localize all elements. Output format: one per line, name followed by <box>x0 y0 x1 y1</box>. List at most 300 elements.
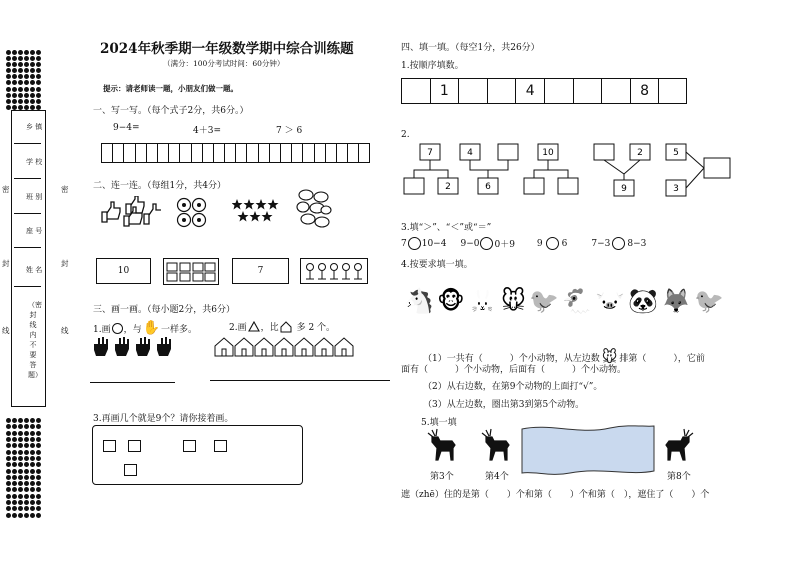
binding-dot <box>18 456 23 461</box>
binding-dot <box>24 487 29 492</box>
binding-dot <box>30 506 35 511</box>
compare-c-left: 9 <box>536 238 543 249</box>
binding-dot <box>24 87 29 92</box>
binding-dot <box>18 93 23 98</box>
binding-dot <box>18 500 23 505</box>
field-line-name[interactable] <box>14 286 41 287</box>
binding-dot <box>6 462 11 467</box>
section3-q2-part1: 2.画 <box>229 323 247 333</box>
match-box-cars[interactable] <box>163 258 219 285</box>
grid-cell[interactable] <box>314 143 325 163</box>
section1-expr2: 4＋3= <box>193 126 221 136</box>
compare-b-right: 0＋9 <box>494 240 515 250</box>
deer-label-3: 第3个 <box>430 472 454 482</box>
side-char-mi-right: 密 <box>61 185 69 194</box>
binding-dot <box>24 443 29 448</box>
split-top-left[interactable] <box>594 144 614 160</box>
binding-dot <box>36 437 41 442</box>
animal-icon[interactable]: 🐦 <box>529 287 559 315</box>
square-shape <box>183 440 196 452</box>
field-line-seat[interactable] <box>14 247 41 248</box>
side-char-xian-right: 线 <box>61 326 69 335</box>
square-shape <box>103 440 116 452</box>
binding-dot <box>6 494 11 499</box>
section1-expr3: 7 ＞ 6 <box>276 126 303 136</box>
page-title: 2024年秋季期一年级数学期中综合训练题 <box>100 41 354 57</box>
field-line-town[interactable] <box>14 143 41 144</box>
compare-circle-b[interactable] <box>480 237 493 250</box>
section1-heading: 一、写一写。（每个式子2分，共6分。） <box>93 106 249 116</box>
sequence-cell[interactable] <box>601 78 630 104</box>
sequence-cell[interactable] <box>544 78 573 104</box>
binding-dot <box>24 74 29 79</box>
match-box-flowers[interactable] <box>300 258 368 284</box>
grid-cell[interactable] <box>202 143 213 163</box>
binding-dot <box>18 437 23 442</box>
binding-dot <box>24 93 29 98</box>
compare-d-right: 8−3 <box>627 238 647 249</box>
sequence-boxes <box>401 78 687 104</box>
binding-dot <box>24 62 29 67</box>
mouse-icon: 🐭 <box>601 348 618 366</box>
q5-text: 遮（zhē）住的是第（ ）个和第（ ）个和第（ ），遮住了（ ）个 <box>401 490 710 500</box>
animal-icon[interactable]: 🐰 <box>467 287 498 315</box>
split-diagrams <box>400 140 740 205</box>
binding-dot <box>6 475 11 480</box>
binding-dot <box>6 431 11 436</box>
split-connector <box>414 160 448 178</box>
binding-dot <box>24 418 29 423</box>
pigs-group <box>296 188 332 230</box>
flowers-icon <box>301 259 367 283</box>
binding-dot <box>12 456 17 461</box>
binding-dot <box>6 418 11 423</box>
balls-group <box>175 197 209 229</box>
binding-dot <box>6 56 11 61</box>
binding-dots-top <box>6 50 40 110</box>
binding-dot <box>6 68 11 73</box>
binding-dot <box>24 513 29 518</box>
binding-dot <box>12 475 17 480</box>
side-char-feng-left: 封 <box>2 259 10 268</box>
split-right[interactable] <box>558 178 578 194</box>
binding-dot <box>6 93 11 98</box>
section3-q3: 3.再画几个就是9个？请你接着画。 <box>93 414 234 424</box>
binding-dot <box>24 462 29 467</box>
binding-dot <box>30 513 35 518</box>
binding-dot <box>30 469 35 474</box>
cover-banner <box>520 423 656 477</box>
field-label-seat: 座 号 <box>26 227 43 235</box>
q4-line4: （3）从左边数，圈出第3到第5个动物。 <box>423 400 585 410</box>
binding-dot <box>24 431 29 436</box>
binding-dot <box>30 56 35 61</box>
sequence-cell: 4 <box>515 78 544 104</box>
binding-dot <box>30 494 35 499</box>
binding-dot <box>12 87 17 92</box>
grid-cell[interactable] <box>135 143 146 163</box>
split-number: 5 <box>673 148 679 158</box>
binding-dot <box>30 462 35 467</box>
binding-dot <box>6 99 11 104</box>
binding-dot <box>6 469 11 474</box>
grid-cell[interactable] <box>191 143 202 163</box>
binding-dot <box>18 56 23 61</box>
grid-cell[interactable] <box>179 143 190 163</box>
binding-dot <box>30 475 35 480</box>
binding-dot <box>12 418 17 423</box>
binding-dot <box>36 99 41 104</box>
binding-dot <box>24 50 29 55</box>
binding-dot <box>24 437 29 442</box>
binding-dot <box>18 487 23 492</box>
grid-cell[interactable] <box>280 143 291 163</box>
field-label-town: 乡 镇 <box>26 123 43 131</box>
binding-dot <box>36 431 41 436</box>
compare-a-left: 7 <box>401 238 407 249</box>
square-shape <box>124 464 137 476</box>
binding-dot <box>18 50 23 55</box>
binding-dot <box>12 443 17 448</box>
animal-icon[interactable]: 🐴 <box>404 287 434 315</box>
houses-row <box>213 336 355 358</box>
binding-dot <box>30 50 35 55</box>
split-number: 4 <box>467 148 473 158</box>
deer-icon <box>663 428 697 472</box>
animal-icon[interactable]: 🐔 <box>562 287 592 315</box>
grid-cell[interactable] <box>123 143 134 163</box>
split-left[interactable] <box>404 178 424 194</box>
binding-dot <box>12 500 17 505</box>
binding-dot <box>18 87 23 92</box>
binding-dot <box>18 475 23 480</box>
grid-cell[interactable] <box>213 143 224 163</box>
binding-dot <box>36 443 41 448</box>
deer-icon <box>424 428 458 472</box>
grid-cell[interactable] <box>157 143 168 163</box>
binding-dot <box>12 437 17 442</box>
binding-dot <box>30 450 35 455</box>
split-number: 6 <box>485 182 491 192</box>
grid-cell[interactable] <box>112 143 123 163</box>
grid-cell[interactable] <box>347 143 358 163</box>
grid-cell[interactable] <box>291 143 302 163</box>
section3-q1-part2: ，与 <box>123 324 142 335</box>
binding-dot <box>36 93 41 98</box>
section3-q1-part1: 1.画 <box>93 324 111 335</box>
binding-dot <box>6 450 11 455</box>
grid-cell[interactable] <box>235 143 246 163</box>
binding-dot <box>12 487 17 492</box>
section3-q2 <box>229 320 335 333</box>
section3-q1-part3: 一样多。 <box>161 324 198 335</box>
binding-dot <box>36 494 41 499</box>
match-box-7[interactable] <box>232 258 289 284</box>
binding-dot <box>6 500 11 505</box>
split-number: 10 <box>542 148 554 158</box>
binding-dot <box>36 450 41 455</box>
binding-dot <box>30 443 35 448</box>
binding-dot <box>24 80 29 85</box>
writing-grid[interactable] <box>101 143 370 163</box>
field-line-school[interactable] <box>14 178 41 179</box>
sequence-cell[interactable] <box>401 78 430 104</box>
binding-dot <box>36 56 41 61</box>
binding-dot <box>36 424 41 429</box>
binding-dot <box>30 80 35 85</box>
animal-icon[interactable]: 🐼 <box>628 287 658 315</box>
binding-dot <box>12 74 17 79</box>
binding-dot <box>6 424 11 429</box>
binding-dot <box>6 513 11 518</box>
animal-icon[interactable]: 🦊 <box>661 287 691 315</box>
compare-circle-a[interactable] <box>408 237 421 250</box>
sequence-cell: 8 <box>630 78 659 104</box>
binding-dot <box>30 437 35 442</box>
split-connector <box>470 160 508 178</box>
binding-dot <box>6 456 11 461</box>
binding-dot <box>36 469 41 474</box>
animal-icon[interactable]: 🐵 <box>437 287 465 315</box>
side-char-xian-left: 线 <box>2 326 10 335</box>
grid-cell[interactable] <box>101 143 112 163</box>
binding-dot <box>18 62 23 67</box>
sequence-cell[interactable] <box>573 78 602 104</box>
binding-dot <box>18 513 23 518</box>
grid-cell[interactable] <box>325 143 336 163</box>
grid-cell[interactable] <box>358 143 369 163</box>
binding-dot <box>18 450 23 455</box>
binding-dot <box>36 506 41 511</box>
side-char-mi-left: 密 <box>2 185 10 194</box>
section3-q1 <box>93 320 197 336</box>
animal-icon[interactable]: 🐭 <box>500 287 526 315</box>
binding-dot <box>6 443 11 448</box>
deer-label-8: 第8个 <box>667 472 691 482</box>
grid-cell[interactable] <box>336 143 347 163</box>
split-left[interactable] <box>524 178 544 194</box>
binding-dot <box>18 469 23 474</box>
binding-dot <box>36 87 41 92</box>
split-number: 2 <box>445 182 451 192</box>
section2-heading: 二、连一连。（每组1分，共4分） <box>93 181 226 191</box>
section4-q4-heading: 4.按要求填一填。 <box>401 260 473 270</box>
q4-line2: 面有（ ）个小动物，后面有（ ）个小动物。 <box>401 365 627 375</box>
split-connector <box>686 152 704 188</box>
triangle-icon <box>248 321 260 332</box>
side-char-feng-right: 封 <box>61 259 69 268</box>
binding-dot <box>18 506 23 511</box>
field-label-name: 姓 名 <box>26 266 43 274</box>
split-number: 2 <box>637 148 643 158</box>
section4-q5-heading: 5.填一填 <box>421 418 457 428</box>
q4-line1-part1: （1）一共有（ ）个小动物，从左边数 <box>423 353 600 364</box>
binding-dot <box>24 469 29 474</box>
binding-dot <box>30 62 35 67</box>
sequence-cell[interactable] <box>458 78 487 104</box>
circle-icon <box>112 323 123 334</box>
thumbs-up-group <box>99 196 161 230</box>
binding-dot <box>6 487 11 492</box>
animal-icon[interactable]: 🐷 <box>595 287 625 315</box>
binding-dot <box>12 513 17 518</box>
binding-dot <box>6 437 11 442</box>
animals-row[interactable] <box>404 283 724 319</box>
binding-dot <box>30 500 35 505</box>
q4-line1-part2: 排第（ ），它前 <box>619 353 705 364</box>
deer-icon <box>478 428 512 472</box>
page-subtitle: （满分：100分考试时间：60分钟） <box>163 59 285 68</box>
grid-cell[interactable] <box>302 143 313 163</box>
field-label-class: 班 别 <box>26 193 43 201</box>
cars-icon <box>164 259 218 284</box>
binding-dot <box>18 431 23 436</box>
binding-dot <box>24 481 29 486</box>
q4-line3: （2）从右边数，在第9个动物的上面打“√”。 <box>423 382 603 392</box>
compare-b-left: 9−0 <box>460 238 480 249</box>
binding-dot <box>18 481 23 486</box>
match-box-10-label: 10 <box>117 266 130 276</box>
split-connector <box>534 160 568 178</box>
binding-dot <box>12 506 17 511</box>
grid-cell[interactable] <box>146 143 157 163</box>
sequence-cell[interactable] <box>487 78 516 104</box>
binding-dot <box>36 68 41 73</box>
binding-dot <box>36 500 41 505</box>
binding-dot <box>30 93 35 98</box>
binding-dot <box>12 56 17 61</box>
drawing-line-1[interactable] <box>90 382 175 383</box>
compare-a-right: 10−4 <box>421 238 447 249</box>
binding-dot <box>6 506 11 511</box>
sequence-cell[interactable] <box>658 78 687 104</box>
binding-dot <box>12 431 17 436</box>
binding-dot <box>12 469 17 474</box>
binding-dot <box>18 494 23 499</box>
drawing-area[interactable] <box>92 425 303 485</box>
binding-dot <box>36 462 41 467</box>
binding-dot <box>36 481 41 486</box>
grid-cell[interactable] <box>269 143 280 163</box>
binding-dot <box>24 500 29 505</box>
section4-heading: 四、填一填。（每空1分，共26分） <box>401 43 540 53</box>
section3-q2-part3: 多 2 个。 <box>296 323 336 333</box>
binding-dot <box>6 74 11 79</box>
field-line-class[interactable] <box>14 213 41 214</box>
split-number: 7 <box>427 148 433 158</box>
split-side[interactable] <box>498 144 518 160</box>
binding-dot <box>24 56 29 61</box>
match-box-10[interactable] <box>96 258 151 284</box>
binding-dot <box>24 68 29 73</box>
binding-dot <box>36 513 41 518</box>
binding-dot <box>36 74 41 79</box>
animal-icon[interactable]: 🐦 <box>694 287 724 315</box>
square-shape <box>128 440 141 452</box>
binding-dot <box>36 62 41 67</box>
binding-dot <box>12 424 17 429</box>
binding-dot <box>18 462 23 467</box>
grid-cell[interactable] <box>168 143 179 163</box>
compare-row <box>401 237 646 250</box>
binding-dot <box>30 424 35 429</box>
binding-dot <box>24 475 29 480</box>
binding-dot <box>30 74 35 79</box>
binding-dot <box>18 74 23 79</box>
binding-dot <box>24 456 29 461</box>
split-number: 9 <box>621 184 627 194</box>
binding-dot <box>12 80 17 85</box>
split-side[interactable] <box>704 158 730 178</box>
binding-dot <box>12 450 17 455</box>
binding-dot <box>24 424 29 429</box>
split-connector <box>604 160 640 180</box>
binding-dot <box>30 99 35 104</box>
hand-icon: ✋ <box>142 320 161 336</box>
binding-dot <box>30 418 35 423</box>
grid-cell[interactable] <box>224 143 235 163</box>
binding-dot <box>6 87 11 92</box>
sequence-cell: 1 <box>430 78 459 104</box>
section3-heading: 三、画一画。（每小题2分，共6分） <box>93 305 235 315</box>
binding-dot <box>24 450 29 455</box>
section1-expr1: 9−4= <box>113 123 140 133</box>
drawing-line-2[interactable] <box>210 380 390 381</box>
binding-dot <box>18 68 23 73</box>
grid-cell[interactable] <box>258 143 269 163</box>
binding-dot <box>30 87 35 92</box>
binding-dot <box>24 494 29 499</box>
binding-dot <box>18 80 23 85</box>
seal-note: （密封线内不要答题） <box>28 301 42 379</box>
binding-dot <box>36 50 41 55</box>
deer-label-4: 第4个 <box>485 472 509 482</box>
field-label-school: 学 校 <box>26 158 43 166</box>
binding-dot <box>12 481 17 486</box>
binding-dot <box>24 506 29 511</box>
tip-text: 提示：请老师读一题，小朋友们做一题。 <box>103 84 238 93</box>
compare-circle-d[interactable] <box>612 237 625 250</box>
binding-dot <box>18 443 23 448</box>
binding-dots-bottom <box>6 418 40 518</box>
binding-dot <box>36 487 41 492</box>
split-number: 3 <box>673 184 679 194</box>
binding-dot <box>12 50 17 55</box>
section3-q2-part2: ，比 <box>260 323 279 333</box>
binding-dot <box>6 80 11 85</box>
compare-c-right: 6 <box>561 238 568 249</box>
binding-dot <box>30 481 35 486</box>
grid-cell[interactable] <box>246 143 257 163</box>
binding-dot <box>36 418 41 423</box>
binding-dot <box>30 431 35 436</box>
square-shape <box>214 440 227 452</box>
binding-dot <box>12 494 17 499</box>
binding-dot <box>30 68 35 73</box>
binding-dot <box>12 462 17 467</box>
compare-circle-c[interactable] <box>546 237 559 250</box>
hands-row <box>92 336 174 358</box>
binding-dot <box>12 62 17 67</box>
binding-dot <box>36 475 41 480</box>
binding-dot <box>12 93 17 98</box>
binding-dot <box>36 80 41 85</box>
binding-dot <box>18 424 23 429</box>
binding-dot <box>30 487 35 492</box>
stars-group <box>232 197 282 225</box>
binding-dot <box>36 456 41 461</box>
binding-dot <box>6 481 11 486</box>
